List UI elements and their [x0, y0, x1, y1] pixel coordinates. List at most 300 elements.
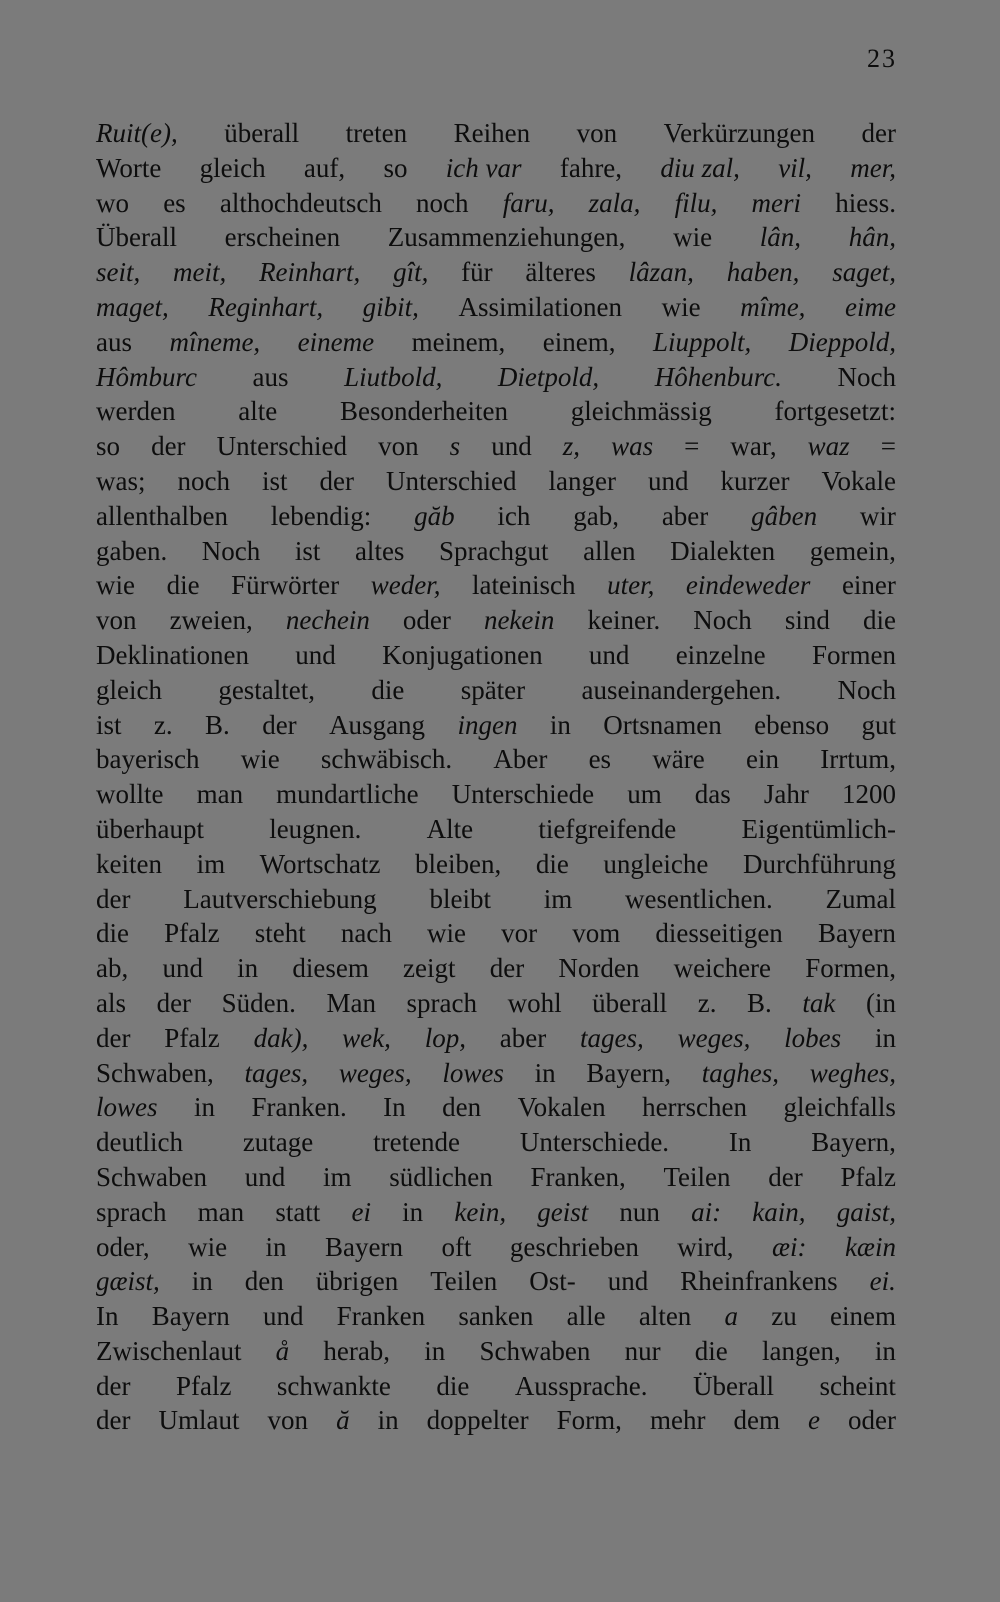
text-word: gaben.	[96, 535, 168, 566]
italic-term: ingen	[457, 709, 518, 740]
text-word: wir	[859, 500, 896, 531]
text-word: wo	[96, 187, 129, 218]
text-word: gab,	[573, 500, 619, 531]
text-word: Bayern,	[586, 1057, 672, 1088]
text-word: Jahr	[763, 779, 809, 810]
italic-term: vil,	[778, 152, 812, 183]
text-word: oder	[848, 1405, 896, 1436]
text-word: wesentlichen.	[625, 883, 773, 914]
text-word: in	[549, 709, 571, 740]
text-word: Dialekten	[670, 535, 776, 566]
italic-term: ă	[336, 1405, 350, 1436]
text-word: ab,	[96, 953, 129, 984]
text-line	[96, 1125, 896, 1160]
text-word: der	[96, 1405, 131, 1436]
text-word: gleich	[199, 152, 266, 183]
italic-term: uter,	[607, 570, 655, 601]
text-word: Pfalz	[164, 918, 220, 949]
text-word: tretende	[373, 1127, 461, 1158]
italic-term: saget,	[832, 257, 896, 288]
text-word: das	[694, 779, 731, 810]
text-word: Zusammenziehungen,	[387, 222, 626, 253]
italic-term: gâben	[751, 500, 818, 531]
italic-term: Liutbold,	[344, 361, 443, 392]
text-word: Assimilationen	[458, 291, 623, 322]
text-word: man	[196, 779, 244, 810]
text-word: den	[442, 1092, 482, 1123]
italic-term: waz	[807, 431, 850, 462]
text-word: die	[166, 570, 200, 601]
text-word: von	[576, 118, 618, 148]
text-word: sind	[784, 605, 830, 636]
text-word: sprach	[406, 987, 478, 1018]
italic-term: gît,	[393, 257, 429, 288]
text-word: der	[319, 465, 355, 496]
text-word: weichere	[673, 953, 772, 984]
text-word: überhaupt	[96, 813, 204, 844]
text-word: Rheinfrankens	[680, 1266, 838, 1297]
text-word: übrigen	[315, 1266, 399, 1297]
text-word: auseinandergehen.	[581, 674, 782, 705]
text-word: ist	[96, 709, 122, 740]
italic-term: a	[724, 1301, 739, 1332]
italic-term: Hôhenburc.	[654, 361, 782, 392]
text-word: langen,	[761, 1335, 841, 1366]
italic-term: dak),	[253, 1022, 309, 1053]
text-word: geschrieben	[509, 1231, 639, 1262]
text-word: die	[371, 674, 405, 705]
text-word: Zwischenlaut	[96, 1335, 242, 1366]
italic-term: Liuppolt,	[652, 326, 752, 357]
italic-term: gaist,	[836, 1196, 896, 1227]
text-word: Eigentümlich-	[741, 813, 896, 844]
text-word: Vokalen	[517, 1092, 606, 1123]
text-line	[96, 708, 896, 743]
text-word: allenthalben	[96, 500, 228, 531]
text-word: im	[543, 883, 573, 914]
text-word: noch	[177, 465, 230, 496]
italic-term: weges,	[338, 1057, 412, 1088]
text-word: wollte	[96, 779, 164, 810]
text-word: bleibt	[429, 883, 491, 914]
text-word: was;	[96, 465, 146, 496]
text-word: langer	[548, 465, 616, 496]
italic-term: diu zal,	[660, 152, 740, 183]
text-word: einem,	[542, 326, 616, 357]
italic-term: Dietpold,	[497, 361, 600, 392]
text-word: es	[163, 187, 186, 218]
text-word: auf,	[303, 152, 346, 183]
italic-term: taghes,	[701, 1057, 780, 1088]
text-word: und	[262, 1301, 304, 1332]
text-word: Pfalz	[164, 1022, 220, 1053]
text-word: gemein,	[809, 535, 896, 566]
text-word: von	[96, 605, 137, 636]
italic-term: z,	[562, 431, 581, 462]
text-word: und	[491, 431, 532, 462]
text-word: die	[436, 1370, 470, 1401]
text-word: fahre,	[559, 152, 623, 183]
text-word: in	[265, 1231, 287, 1262]
text-line	[96, 290, 896, 325]
body-text	[96, 116, 896, 1438]
text-word: ist	[262, 465, 288, 496]
text-word: z.	[153, 709, 173, 740]
text-word: Überall	[96, 222, 177, 253]
text-word: wie	[240, 744, 280, 775]
text-line	[96, 1299, 896, 1334]
text-word: Verkürzungen	[663, 118, 816, 148]
text-word: der	[96, 883, 131, 914]
italic-term: mîneme,	[169, 326, 261, 357]
text-word: Teilen	[663, 1161, 731, 1192]
text-word: In	[728, 1127, 752, 1158]
text-word: Formen,	[805, 953, 896, 984]
text-word: doppelter	[426, 1405, 529, 1436]
text-word: oft	[441, 1231, 472, 1262]
text-word: überall	[592, 987, 668, 1018]
text-word: Schwaben,	[96, 1057, 214, 1088]
italic-term: æi:	[771, 1231, 807, 1262]
italic-term: maget,	[96, 291, 169, 322]
text-word: Noch	[837, 361, 896, 392]
text-word: diesem	[292, 953, 369, 984]
text-line	[96, 742, 896, 777]
text-word: in	[193, 1092, 215, 1123]
text-word: älteres	[525, 257, 596, 288]
text-word: sanken	[458, 1301, 534, 1332]
text-word: ist	[294, 535, 321, 566]
italic-term: lâzan,	[628, 257, 694, 288]
text-word: ungleiche	[603, 848, 709, 879]
text-word: Lautverschiebung	[183, 883, 377, 914]
text-word: B.	[747, 987, 772, 1018]
text-word: deutlich	[96, 1127, 183, 1158]
text-word: allen	[583, 535, 636, 566]
text-word: Franken.	[251, 1092, 347, 1123]
text-word: sprach	[96, 1196, 167, 1227]
text-word: In	[383, 1092, 406, 1123]
text-word: Noch	[837, 674, 896, 705]
text-word: ebenso	[754, 709, 830, 740]
text-word: Sprachgut	[439, 535, 549, 566]
italic-term: ai:	[691, 1196, 722, 1227]
text-line	[96, 777, 896, 812]
text-word: erscheinen	[224, 222, 341, 253]
text-word: alten	[638, 1301, 692, 1332]
text-word: =	[684, 431, 700, 462]
italic-term: eime	[845, 291, 896, 322]
text-word: Norden	[558, 953, 640, 984]
text-word: In	[96, 1301, 119, 1332]
italic-term: mîme,	[740, 291, 806, 322]
text-line	[96, 464, 896, 499]
text-word: Zumal	[825, 883, 896, 914]
text-line	[96, 603, 896, 638]
italic-term: eineme	[297, 326, 375, 357]
text-word: ein	[746, 744, 780, 775]
italic-term: tages,	[580, 1022, 644, 1053]
italic-term: lowes	[442, 1057, 504, 1088]
text-line	[96, 847, 896, 882]
text-word: alle	[566, 1301, 606, 1332]
text-word: nun	[619, 1196, 660, 1227]
text-word: die	[694, 1335, 728, 1366]
italic-term: haben,	[726, 257, 800, 288]
italic-term: kein,	[454, 1196, 507, 1227]
text-word: der	[768, 1161, 803, 1192]
text-word: fortgesetzt:	[774, 396, 896, 427]
page-number: 23	[867, 44, 897, 73]
text-line	[96, 1090, 896, 1125]
text-line	[96, 986, 896, 1021]
text-word: wie	[661, 291, 701, 322]
text-word: tiefgreifende	[538, 813, 677, 844]
text-word: alte	[238, 396, 278, 427]
italic-term: tages,	[244, 1057, 309, 1088]
text-line	[96, 1403, 896, 1438]
text-line	[96, 1334, 896, 1369]
text-line	[96, 638, 896, 673]
text-word: zu	[771, 1301, 797, 1332]
text-word: nach	[340, 918, 392, 949]
text-word: im	[322, 1161, 352, 1192]
text-word: Bayern	[325, 1231, 403, 1262]
text-word: wie	[188, 1231, 228, 1262]
text-word: scheint	[819, 1370, 896, 1401]
text-word: wie	[426, 918, 466, 949]
text-line	[96, 951, 896, 986]
text-word: und	[295, 639, 336, 670]
italic-term: eindeweder	[685, 570, 811, 601]
italic-term: găb	[414, 500, 455, 531]
text-word: lateinisch	[472, 570, 576, 601]
italic-term: nechein	[285, 605, 370, 636]
text-word: Franken,	[530, 1161, 626, 1192]
text-line	[96, 534, 896, 569]
text-word: der	[262, 709, 297, 740]
text-word: um	[627, 779, 662, 810]
italic-term: meit,	[173, 257, 227, 288]
text-line	[96, 220, 896, 255]
text-word: Schwaben	[96, 1161, 207, 1192]
text-word: in	[402, 1196, 424, 1227]
text-line	[96, 1230, 896, 1265]
text-word: wohl	[507, 987, 562, 1018]
text-word: Wortschatz	[259, 848, 381, 879]
italic-term: Reginhart,	[208, 291, 324, 322]
italic-term: weder,	[370, 570, 441, 601]
text-word: herab,	[323, 1335, 391, 1366]
text-word: keiten	[96, 848, 162, 879]
text-word: (in	[865, 987, 896, 1018]
italic-term: lowes	[96, 1092, 158, 1123]
italic-term: lân,	[759, 222, 802, 253]
italic-term: weghes,	[809, 1057, 896, 1088]
text-word: in	[237, 953, 259, 984]
text-line	[96, 116, 896, 151]
text-word: dem	[733, 1405, 780, 1436]
text-word: in	[191, 1266, 213, 1297]
text-word: Worte	[96, 152, 162, 183]
text-word: wie	[96, 570, 135, 601]
text-word: altes	[354, 535, 405, 566]
text-word: in	[534, 1057, 556, 1088]
italic-term: meri	[751, 187, 802, 218]
text-line	[96, 394, 896, 429]
text-line	[96, 1264, 896, 1299]
italic-term: hân,	[848, 222, 896, 253]
text-word: in	[377, 1405, 399, 1436]
italic-term: geist	[537, 1196, 589, 1227]
text-word: treten	[345, 118, 408, 148]
text-word: Durchführung	[742, 848, 896, 879]
italic-term: was	[611, 431, 654, 462]
italic-term: ei.	[869, 1266, 896, 1297]
text-word: althochdeutsch	[219, 187, 382, 218]
text-word: herrschen	[642, 1092, 748, 1123]
text-word: bleiben,	[415, 848, 502, 879]
text-word: Form,	[556, 1405, 622, 1436]
text-word: später	[460, 674, 526, 705]
text-word: Noch	[201, 535, 261, 566]
text-line	[96, 1160, 896, 1195]
text-word: Besonderheiten	[340, 396, 508, 427]
text-word: Ausgang	[329, 709, 426, 740]
text-word: und	[162, 953, 203, 984]
italic-term: filu,	[674, 187, 718, 218]
text-word: Konjugationen	[382, 639, 543, 670]
text-word: meinem,	[411, 326, 506, 357]
text-word: wäre	[652, 744, 705, 775]
text-word: aus	[96, 326, 132, 357]
text-word: diesseitigen	[655, 918, 783, 949]
text-word: Reihen	[453, 118, 531, 148]
text-word: aus	[252, 361, 289, 392]
italic-term: mer,	[850, 152, 896, 183]
text-word: Süden.	[221, 987, 296, 1018]
text-word: noch	[416, 187, 469, 218]
text-word: und	[607, 1266, 649, 1297]
italic-term: ich var	[445, 152, 522, 183]
italic-term: zala,	[588, 187, 641, 218]
text-word: Alte	[426, 813, 474, 844]
text-line	[96, 186, 896, 221]
italic-term: kæin	[844, 1231, 896, 1262]
italic-term: wek,	[342, 1022, 391, 1053]
text-word: Überall	[693, 1370, 774, 1401]
italic-term: Ruit(e),	[96, 118, 178, 148]
text-word: in	[874, 1022, 896, 1053]
italic-term: Reinhart,	[259, 257, 361, 288]
text-word: und	[588, 639, 630, 670]
text-word: von	[378, 431, 419, 462]
text-word: Bayern	[151, 1301, 230, 1332]
text-line	[96, 1021, 896, 1056]
italic-term: gibit,	[362, 291, 419, 322]
text-word: Bayern	[817, 918, 896, 949]
text-line	[96, 151, 896, 186]
text-word: gleichfalls	[783, 1092, 896, 1123]
text-word: der	[96, 1370, 131, 1401]
text-word: Irrtum,	[820, 744, 896, 775]
text-word: steht	[254, 918, 306, 949]
text-word: war,	[730, 431, 777, 462]
text-word: man	[197, 1196, 245, 1227]
italic-term: weges,	[677, 1022, 751, 1053]
text-word: Franken	[336, 1301, 426, 1332]
text-word: einer	[841, 570, 896, 601]
text-word: so	[96, 431, 121, 462]
text-word: mundartliche	[276, 779, 419, 810]
text-word: Deklinationen	[96, 639, 249, 670]
italic-term: ei	[351, 1196, 371, 1227]
text-word: zweien,	[169, 605, 253, 636]
text-word: für	[461, 257, 493, 288]
text-word: Aussprache.	[514, 1370, 648, 1401]
text-word: statt	[275, 1196, 321, 1227]
text-line	[96, 429, 896, 464]
text-word: Teilen	[430, 1266, 498, 1297]
text-word: es	[588, 744, 612, 775]
text-word: der	[156, 987, 192, 1018]
text-word: so	[383, 152, 408, 183]
text-word: nur	[624, 1335, 661, 1366]
italic-term: e	[808, 1405, 820, 1436]
text-line	[96, 1369, 896, 1404]
text-word: Vokale	[821, 465, 896, 496]
text-word: Pfalz	[840, 1161, 896, 1192]
text-word: hiess.	[835, 187, 896, 218]
text-word: mehr	[649, 1405, 706, 1436]
text-line	[96, 1195, 896, 1230]
text-word: Unterschiede.	[519, 1127, 670, 1158]
text-word: gestaltet,	[218, 674, 316, 705]
italic-term: lobes	[784, 1022, 842, 1053]
text-word: von	[267, 1405, 309, 1436]
italic-term: nekein	[483, 605, 555, 636]
text-word: zeigt	[403, 953, 456, 984]
text-line	[96, 882, 896, 917]
text-word: die	[96, 918, 129, 949]
text-word: keiner.	[587, 605, 661, 636]
text-word: B.	[205, 709, 230, 740]
text-word: gleichmässig	[570, 396, 712, 427]
text-word: der	[861, 118, 896, 148]
text-word: die	[535, 848, 569, 879]
text-line	[96, 568, 896, 603]
text-word: Umlaut	[158, 1405, 240, 1436]
text-word: einem	[830, 1301, 896, 1332]
text-word: Man	[326, 987, 376, 1018]
text-word: gleich	[96, 674, 162, 705]
italic-term: kain,	[752, 1196, 806, 1227]
text-word: der	[96, 1022, 131, 1053]
italic-term: gæist,	[96, 1266, 160, 1297]
text-word: 1200	[841, 779, 896, 810]
italic-term: lop,	[424, 1022, 466, 1053]
text-word: werden	[96, 396, 176, 427]
text-word: aber	[661, 500, 709, 531]
text-word: vor	[501, 918, 538, 949]
italic-term: seit,	[96, 257, 141, 288]
text-word: südlichen	[389, 1161, 493, 1192]
text-word: als	[96, 987, 126, 1018]
text-word: Unterschiede	[451, 779, 595, 810]
text-line	[96, 499, 896, 534]
text-word: oder,	[96, 1231, 150, 1262]
text-word: und	[244, 1161, 286, 1192]
